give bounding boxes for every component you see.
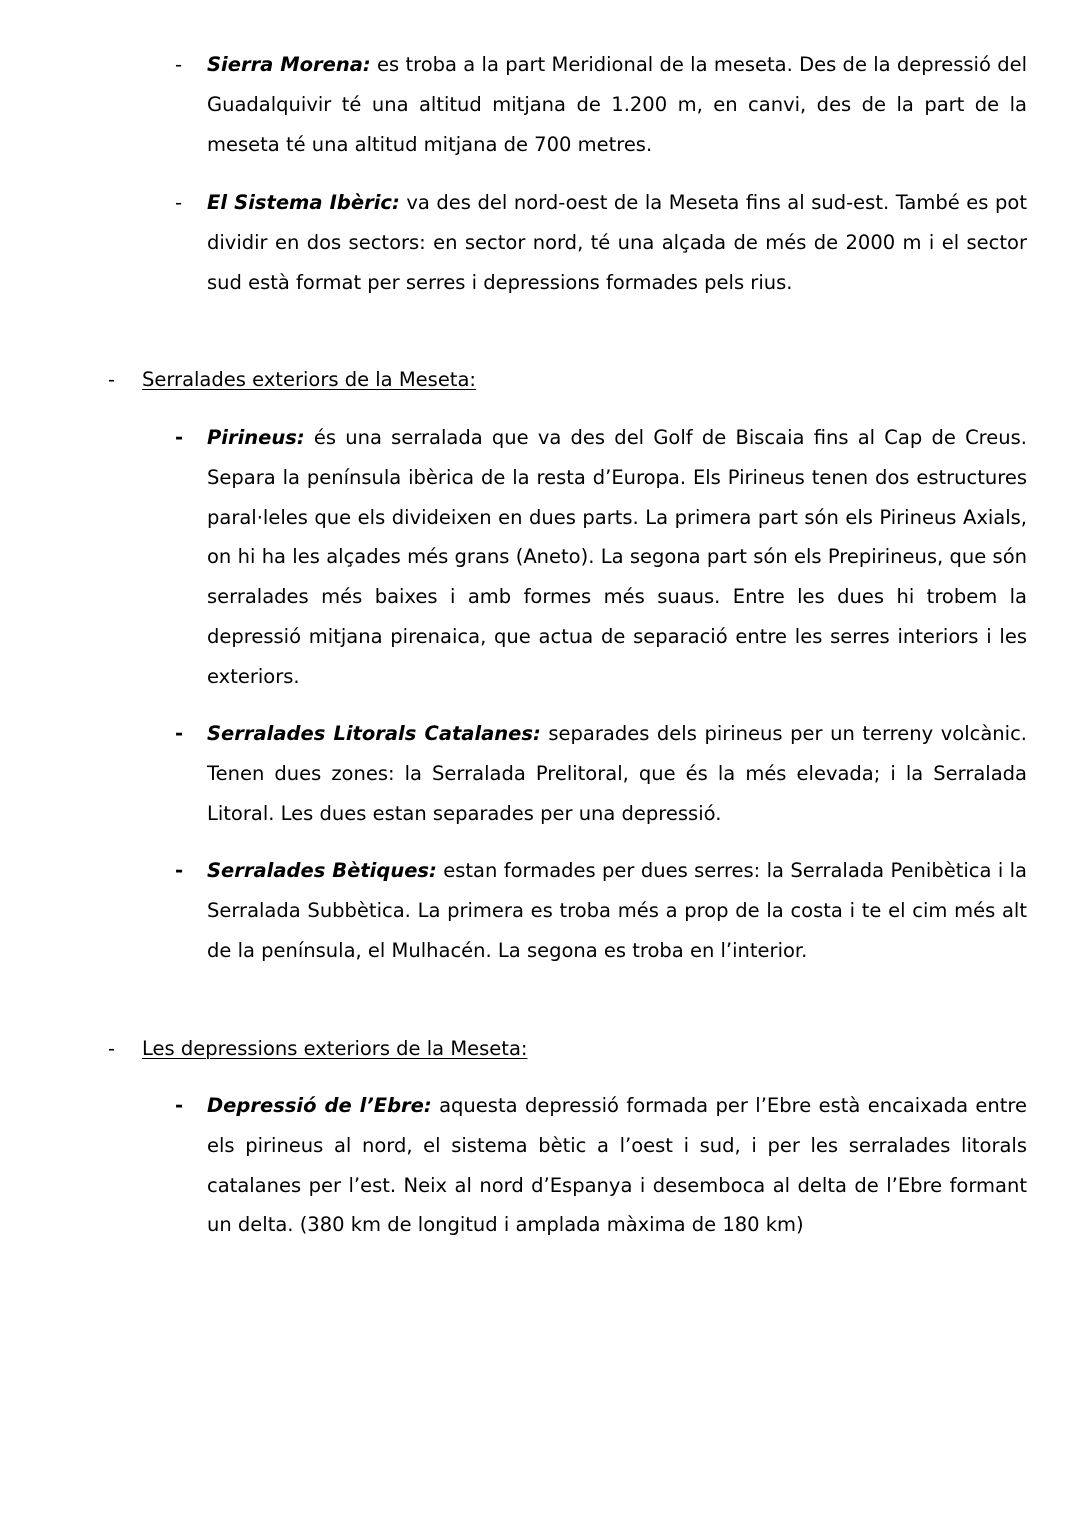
term-sistema-iberic: El Sistema Ibèric: (207, 191, 400, 214)
text-litorals-catalanes: separades dels pirineus per un terreny volcànic. Tenen dues zones: la Serralada Prelitoral, que és la més elevada; i la Serralada Litoral. Les dues estan separades per una depressió. (207, 722, 1027, 825)
paragraph-pirineus (207, 418, 1027, 697)
term-pirineus: Pirineus: (207, 426, 305, 449)
paragraph-ebre (207, 1086, 1027, 1245)
paragraph-sierra-morena (207, 45, 1027, 164)
text-pirineus: és una serralada que va des del Golf de Biscaia fins al Cap de Creus. Separa la península ibèrica de la resta d’Europa. Els Pirineus tenen dos estructures paral·leles que els divideixen en dues parts. La primera part són els Pirineus Axials, on hi ha les alçades més grans (Aneto). La segona part són els Prepirineus, que són serralades més baixes i amb formes més suaus. Entre les dues hi trobem la depressió mitjana pirenaica, que actua de separació entre les serres interiors i les exteriors. (207, 426, 1027, 688)
bullet-dash: - (175, 191, 183, 214)
text-ebre: aquesta depressió formada per l’Ebre està encaixada entre els pirineus al nord, el sistema bètic a l’oest i sud, i per les serralades litorals catalanes per l’est. Neix al nord d’Espanya i desemboca al delta de l’Ebre formant un delta. (380 km de longitud i amplada màxima de 180 km) (207, 1094, 1028, 1237)
bullet-dash: - (175, 722, 184, 745)
bullet-dash: - (175, 53, 183, 76)
bullet-dash: - (175, 859, 184, 882)
text-sierra-morena: es troba a la part Meridional de la meseta. Des de la depressió del Guadalquivir té una altitud mitjana de 1.200 m, en canvi, des de la part de la meseta té una altitud mitjana de 700 metres. (207, 53, 1028, 156)
bullet-dash: - (175, 426, 184, 449)
bullet-dash: - (175, 1094, 184, 1117)
term-betiques: Serralades Bètiques: (207, 859, 437, 882)
paragraph-litorals-catalanes (207, 714, 1027, 833)
text-sistema-iberic: va des del nord-oest de la Meseta fins al sud-est. També es pot dividir en dos sectors: en sector nord, té una alçada de més de 2000 m i el sector sud està format per serres i depressions formades pels rius. (207, 191, 1027, 294)
term-sierra-morena: Sierra Morena: (207, 53, 371, 76)
paragraph-sistema-iberic (207, 183, 1027, 302)
heading-serralades-exteriors: Serralades exteriors de la Meseta: (142, 368, 476, 391)
term-litorals-catalanes: Serralades Litorals Catalanes: (207, 722, 541, 745)
heading-depressions-exteriors: Les depressions exteriors de la Meseta: (142, 1037, 528, 1060)
paragraph-betiques (207, 851, 1027, 970)
bullet-dash: - (108, 368, 116, 391)
text-betiques: estan formades per dues serres: la Serralada Penibètica i la Serralada Subbètica. La primera es troba més a prop de la costa i te el cim més alt de la península, el Mulhacén. La segona es troba en l’interior. (207, 859, 1027, 962)
term-ebre: Depressió de l’Ebre: (207, 1094, 432, 1117)
bullet-dash: - (108, 1037, 116, 1060)
